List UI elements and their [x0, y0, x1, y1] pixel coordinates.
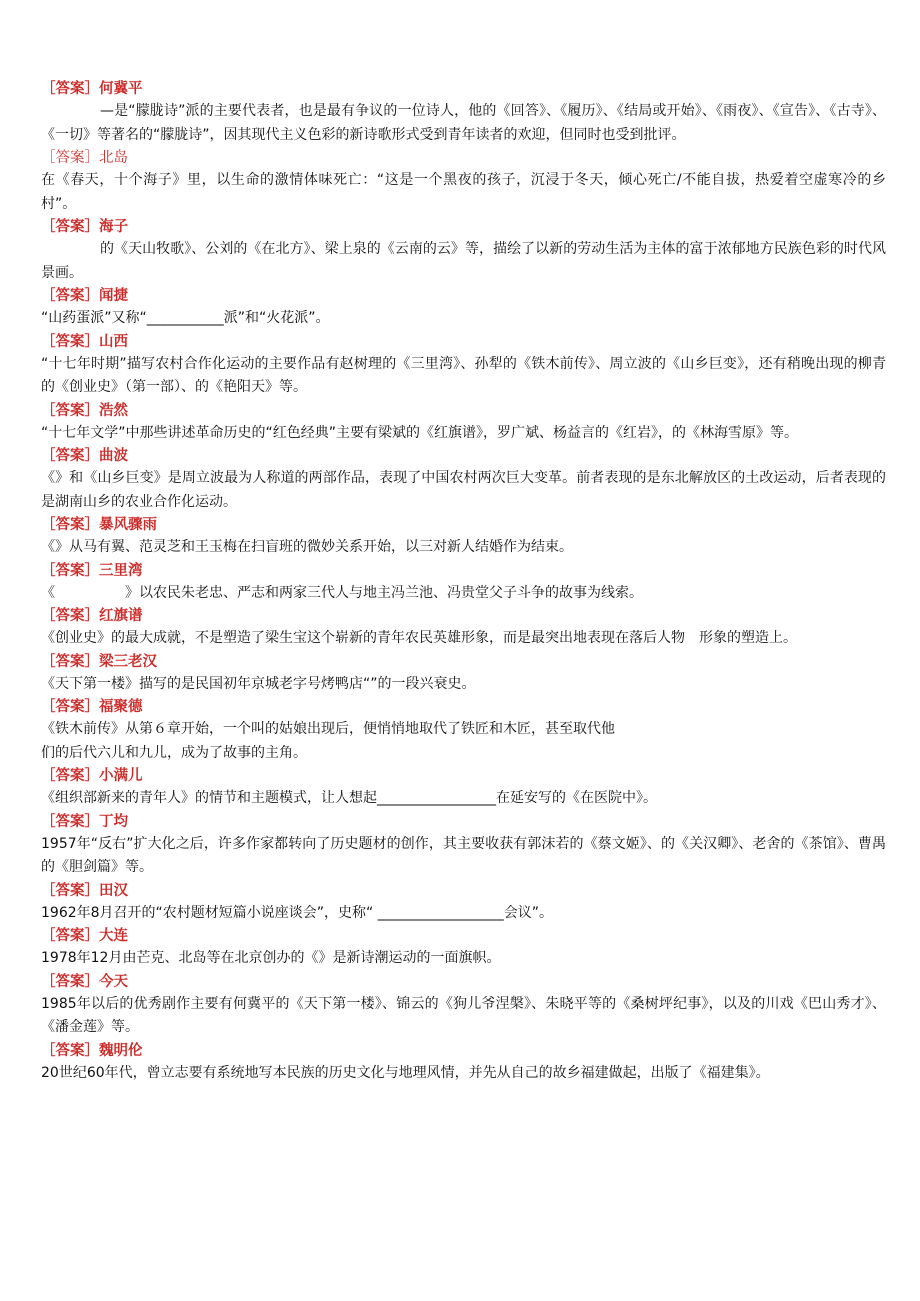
question-text [41, 467, 886, 514]
question-content: 1978年12月由芒克、北岛等在北京创办的《》是新诗潮运动的一面旗帜。 [41, 950, 501, 966]
question-text [41, 673, 886, 697]
answer-text: 丁均 [99, 813, 128, 830]
question-text [41, 536, 886, 560]
answer-prefix: ［答案］ [41, 882, 99, 899]
answer-line [41, 971, 886, 993]
qa-entry-17 [41, 971, 886, 1040]
question-content-line-2: 们的后代六儿和九儿，成为了故事的主角。 [41, 744, 307, 761]
question-text [41, 353, 886, 400]
answer-prefix: ［答案］ [41, 928, 99, 944]
question-content: 《组织部新来的青年人》的情节和主题模式，让人想起_________________在延安写的《在医院中》。 [41, 790, 657, 806]
answer-text: 浩然 [99, 402, 128, 419]
answer-text: 北岛 [99, 150, 128, 166]
qa-entry-3 [41, 216, 886, 285]
question-text [41, 787, 886, 811]
answer-line [41, 605, 886, 627]
answer-prefix: ［答案］ [41, 699, 99, 715]
answer-text: 今天 [99, 973, 128, 990]
qa-entry-13 [41, 765, 886, 811]
answer-prefix: ［答案］ [41, 219, 99, 235]
qa-entry-14 [41, 811, 886, 880]
question-text [41, 627, 886, 651]
question-text [41, 169, 886, 216]
question-content: 《 》以农民朱老忠、严志和两家三代人与地主冯兰池、冯贵堂父子斗争的故事为线索。 [41, 584, 643, 601]
answer-prefix: ［答案］ [41, 768, 99, 784]
answer-line [41, 925, 886, 947]
qa-entry-18 [41, 1040, 886, 1086]
answer-line [41, 1040, 886, 1062]
question-content: “山药蛋派”又称“___________派”和“火花派”。 [41, 310, 330, 326]
answer-line [41, 696, 886, 718]
question-content: 的《天山牧歌》、公刘的《在北方》、梁上泉的《云南的云》等，描绘了以新的劳动生活为主体的富于浓郁地方民族色彩的时代风景画。 [41, 241, 886, 281]
qa-entry-5 [41, 331, 886, 400]
answer-prefix: ［答案］ [41, 608, 99, 624]
answer-prefix: ［答案］ [41, 973, 99, 990]
question-text [41, 100, 886, 147]
answer-line [41, 400, 886, 422]
answer-line [41, 445, 886, 467]
answer-prefix: ［答案］ [41, 448, 99, 464]
answer-line [41, 285, 886, 307]
answer-line [41, 651, 886, 673]
answer-prefix: ［答案］ [41, 81, 99, 97]
question-content: 在《春天，十个海子》里，以生命的激情体味死亡：“这是一个黑夜的孩子，沉浸于冬天，倾心死亡/不能自拔，热爱着空虚寒冷的乡村”。 [41, 172, 886, 212]
answer-text: 梁三老汉 [99, 653, 157, 670]
answer-prefix: ［答案］ [41, 288, 99, 304]
answer-prefix: ［答案］ [41, 562, 99, 579]
answer-prefix: ［答案］ [41, 333, 99, 350]
question-content: “十七年文学”中那些讲述革命历史的“红色经典”主要有梁斌的《红旗谱》，罗广斌、杨益言的《红岩》，的《林海雪原》等。 [41, 424, 799, 441]
answer-line [41, 147, 886, 169]
answer-prefix: ［答案］ [41, 402, 99, 419]
answer-text: 曲波 [99, 448, 128, 464]
question-content: 1985年以后的优秀剧作主要有何冀平的《天下第一楼》、锦云的《狗儿爷涅槃》、朱晓平等的《桑树坪纪事》，以及的川戏《巴山秀才》、《潘金莲》等。 [41, 995, 886, 1035]
question-content: 《天下第一楼》描写的是民国初年京城老字号烤鸭店“”的一段兴衰史。 [41, 675, 476, 692]
question-text [41, 833, 886, 880]
answer-line [41, 560, 886, 582]
answer-text: 三里湾 [99, 562, 143, 579]
answer-text: 海子 [99, 219, 128, 235]
qa-entry-12 [41, 696, 886, 765]
qa-entry-1 [41, 78, 886, 147]
answer-text: 红旗谱 [99, 608, 143, 624]
answer-line [41, 765, 886, 787]
qa-entry-15 [41, 880, 886, 926]
answer-text: 福聚德 [99, 699, 143, 715]
answer-line [41, 78, 886, 100]
qa-entry-10 [41, 605, 886, 651]
answer-line [41, 331, 886, 353]
qa-entry-6 [41, 400, 886, 446]
qa-entry-11 [41, 651, 886, 697]
answer-line [41, 880, 886, 902]
question-text [41, 947, 886, 971]
question-content: —是“朦胧诗”派的主要代表者，也是最有争议的一位诗人，他的《回答》、《履历》、《结局或开始》、《雨夜》、《宣告》、《古寺》、《一切》等著名的“朦胧诗”，因其现代主义色彩的新诗歌形式受到青年读者的欢迎，但同时也受到批评。 [41, 103, 886, 143]
qa-entry-8 [41, 514, 886, 560]
qa-entry-2 [41, 147, 886, 216]
answer-prefix: ［答案］ [41, 1042, 99, 1059]
answer-line [41, 514, 886, 536]
question-text [41, 422, 886, 446]
answer-text: 暴风骤雨 [99, 517, 157, 533]
question-text [41, 582, 886, 606]
question-text [41, 902, 886, 926]
document-body [41, 78, 886, 1085]
question-content: 1957年“反右”扩大化之后，许多作家都转向了历史题材的创作，其主要收获有郭沫若的《蔡文姬》、的《关汉卿》、老舍的《茶馆》、曹禺的《胆剑篇》等。 [41, 835, 886, 875]
question-content-line-1: 《铁木前传》从第６章开始，一个叫的姑娘出现后，便悄悄地取代了铁匠和木匠，甚至取代他 [41, 721, 615, 737]
question-text [41, 993, 886, 1040]
answer-text: 小满儿 [99, 768, 143, 784]
qa-entry-16 [41, 925, 886, 971]
qa-entry-9 [41, 560, 886, 606]
answer-text: 何冀平 [99, 81, 143, 97]
question-content: 《》从马有翼、范灵芝和王玉梅在扫盲班的微妙关系开始，以三对新人结婚作为结束。 [41, 539, 573, 555]
question-content: 1962年8月召开的“农村题材短篇小说座谈会”，史称“ __________________会议”。 [41, 904, 553, 921]
question-text [41, 238, 886, 285]
question-text [41, 307, 886, 331]
answer-line [41, 216, 886, 238]
answer-prefix: ［答案］ [41, 653, 99, 670]
question-content: 20世纪60年代，曾立志要有系统地写本民族的历史文化与地理风情，并先从自己的故乡福建做起，出版了《福建集》。 [41, 1064, 770, 1081]
answer-text: 魏明伦 [99, 1042, 143, 1059]
answer-prefix: ［答案］ [41, 150, 99, 166]
answer-prefix: ［答案］ [41, 813, 99, 830]
question-text [41, 718, 886, 765]
answer-prefix: ［答案］ [41, 517, 99, 533]
answer-line [41, 811, 886, 833]
qa-entry-4 [41, 285, 886, 331]
question-content: “十七年时期”描写农村合作化运动的主要作品有赵树理的《三里湾》、孙犁的《铁木前传》、周立波的《山乡巨变》，还有稍晚出现的柳青的《创业史》（第一部）、的《艳阳天》等。 [41, 355, 886, 395]
qa-entry-7 [41, 445, 886, 514]
answer-text: 大连 [99, 928, 128, 944]
answer-text: 田汉 [99, 882, 128, 899]
answer-text: 闻捷 [99, 288, 128, 304]
question-text [41, 1062, 886, 1086]
question-content: 《》和《山乡巨变》是周立波最为人称道的两部作品，表现了中国农村两次巨大变革。前者表现的是东北解放区的土改运动，后者表现的是湖南山乡的农业合作化运动。 [41, 470, 886, 510]
answer-text: 山西 [99, 333, 128, 350]
question-content: 《创业史》的最大成就，不是塑造了梁生宝这个崭新的青年农民英雄形象，而是最突出地表现在落后人物 形象的塑造上。 [41, 630, 797, 646]
